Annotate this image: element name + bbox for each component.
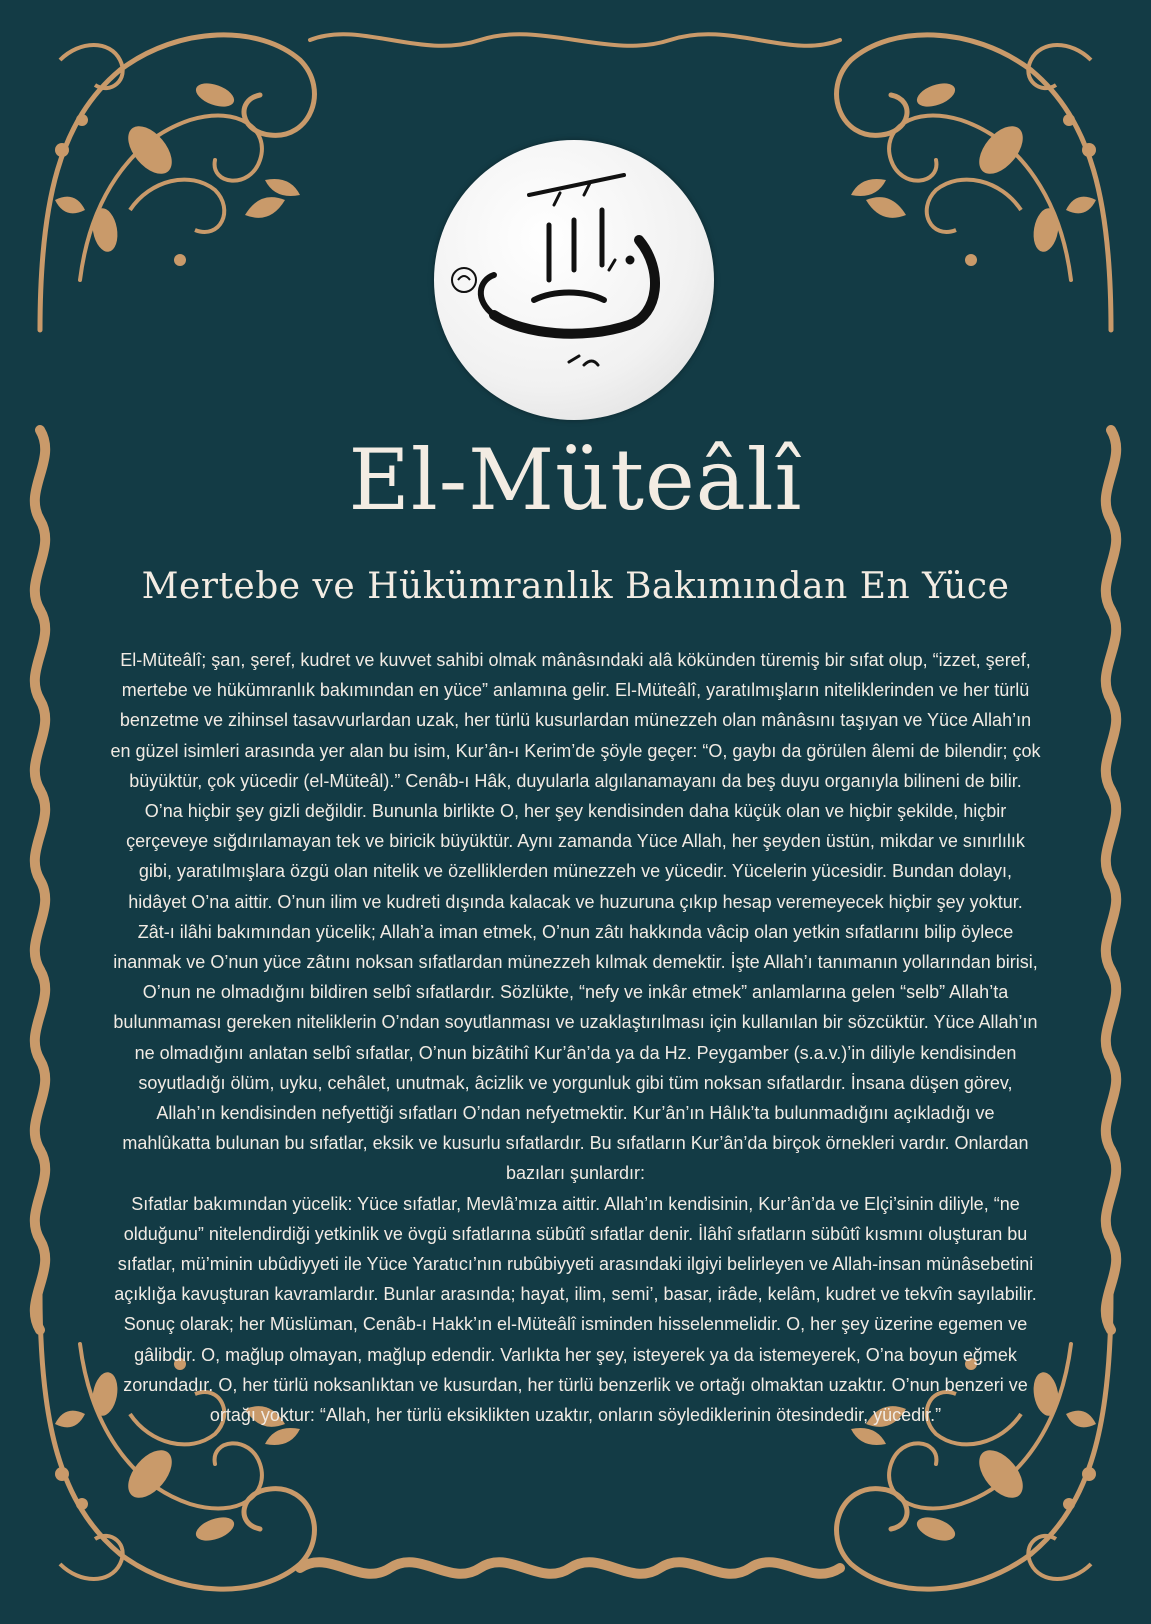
body-text: [110, 645, 1041, 1430]
page-title: El-Müteâlî: [348, 431, 803, 529]
paragraph: Zât-ı ilâhi bakımından yücelik; Allah’a iman etmek, O’nun zâtı hakkında vâcip olan yetkin sıfatlarını bilip öylece inanmak ve O’nun yüce zâtını noksan sıfatlardan münezzeh kılmak demektir. İşte Allah’ı tanımanın yollarından birisi, O’nun ne olmadığını bildiren selbî sıfatlardır. Sözlükte, “nefy ve inkâr etmek” anlamlarına gelen “selb” Allah’ta bulunmaması gereken niteliklerin O’ndan soyutlanması ve uzaklaştırılması için kullanılan bir sözcüktür. Yüce Allah’ın ne olmadığını anlatan selbî sıfatlar, O’nun bizâtihî Kur’ân’da ya da Hz. Peygamber (s.a.v.)’in diliyle kendisinden soyutladığı ölüm, uyku, cehâlet, unutmak, âcizlik ve yorgunluk gibi tüm noksan sıfatlardır. İnsana düşen görev, Allah’ın kendisinden nefyettiği sıfatları O’ndan nefyetmektir. Kur’ân’ın Hâlık’ta bulunmadığını açıkladığı ve mahlûkatta bulunan bu sıfatlar, eksik ve kusurlu sıfatlardır. Bu sıfatların Kur’ân’da birçok örnekleri vardır. Onlardan bazıları şunlardır:: [113, 921, 1038, 1184]
paragraph: Sıfatlar bakımından yücelik: Yüce sıfatlar, Mevlâ’mıza aittir. Allah’ın kendisinin, Kur’ân’da ve Elçi’sinin diliyle, “ne olduğunu” nitelendirdiği yetkinlik ve övgü sıfatlarına sübûtî sıfatlar denir. İlâhî sıfatların sübûtî kısmını oluşturan bu sıfatlar, mü’minin ubûdiyyeti ile Yüce Yaratıcı’nın rubûbiyyeti arasındaki ilgiyi belirleyen ve Allah-insan münâsebetini açıklığa kavuşturan kavramlardır. Bunlar arasında; hayat, ilim, semi’, basar, irâde, kelâm, kudret ve tekvîn sayılabilir.: [114, 1193, 1037, 1305]
page-subtitle: Mertebe ve Hükümranlık Bakımından En Yüce: [141, 566, 1010, 607]
name-medallion: [434, 140, 714, 420]
paragraph: El-Müteâlî; şan, şeref, kudret ve kuvvet sahibi olmak mânâsındaki alâ kökünden türemiş bir sıfat olup, “izzet, şeref, mertebe ve hükümranlık bakımından en yüce” anlamına gelir. El-Müteâlî, yaratılmışların niteliklerinden ve her türlü benzetme ve zihinsel tasavvurlardan uzak, her türlü kusurlardan münezzeh olan mânâsını taşıyan ve Yüce Allah’ın en güzel isimleri arasında yer alan bu isim, Kur’ân-ı Kerim’de şöyle geçer: “O, gaybı da görülen âlemi de bilendir; çok büyüktür, çok yücedir (el-Müteâl).” Cenâb-ı Hâk, duyularla algılanamayanı da beş duyu organıyla bilineni de bilir. O’na hiçbir şey gizli değildir. Bununla birlikte O, her şey kendisinden daha küçük olan ve hiçbir şekilde, hiçbir çerçeveye sığdırılamayan tek ve biricik büyüktür. Aynı zamanda Yüce Allah, her şeyden üstün, mikdar ve sınırlılık gibi, yaratılmışlara özgü olan nitelik ve özelliklerden münezzeh ve yücedir. Yücelerin yücesidir. Bundan dolayı, hidâyet O’na aittir. O’nun ilim ve kudreti dışında kalacak ve huzuruna çıkıp hesap veremeyecek hiçbir şey yoktur.: [110, 650, 1041, 912]
paragraph: Sonuç olarak; her Müslüman, Cenâb-ı Hakk’ın el-Müteâlî isminden hisselenmelidir. O, her şey üzerine egemen ve gâlibdir. O, mağlup olmayan, mağlup edendir. Varlıkta her şey, isteyerek ya da istemeyerek, O’na boyun eğmek zorundadır. O, her türlü noksanlıktan ve kusurdan, her türlü benzerlik ve ortağı olmaktan uzaktır. O’nun benzeri ve ortağı yoktur: “Allah, her türlü eksiklikten uzaktır, onların söylediklerinin ötesindedir, yücedir.”: [123, 1314, 1028, 1426]
arabic-calligraphy-icon: [434, 140, 714, 420]
